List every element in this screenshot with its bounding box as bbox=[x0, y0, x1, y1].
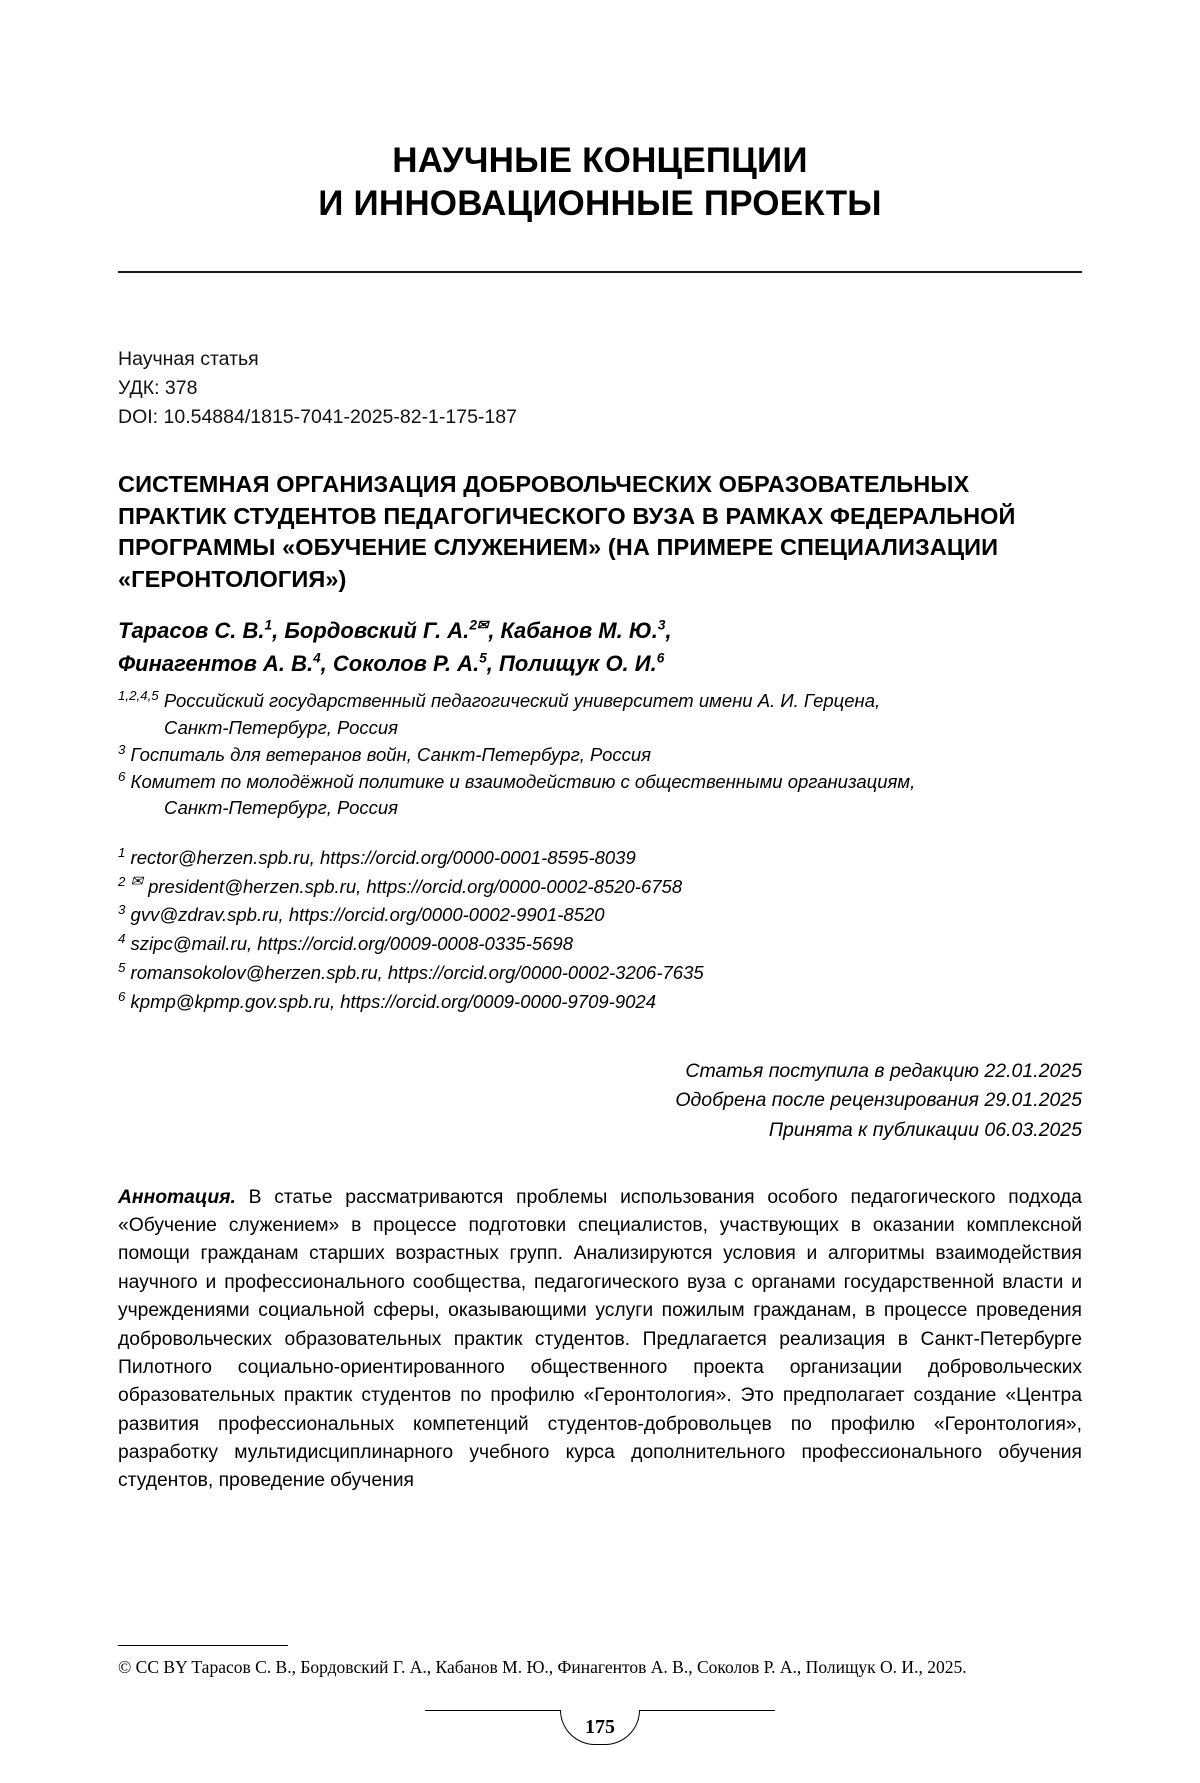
date-received: Статья поступила в редакцию 22.01.2025 bbox=[685, 1059, 1082, 1082]
contact-text[interactable]: szipc@mail.ru, https://orcid.org/0009-0008-0335-5698 bbox=[130, 933, 574, 955]
contact-marker: 5 bbox=[118, 959, 126, 975]
page-footer bbox=[118, 1645, 1082, 1679]
contact-text[interactable]: romansokolov@herzen.spb.ru, https://orcid.org/0000-0002-3206-7635 bbox=[130, 962, 704, 984]
contact-text[interactable]: president@herzen.spb.ru, https://orcid.org/0000-0002-8520-6758 bbox=[148, 875, 683, 897]
date-approved: Одобрена после рецензирования 29.01.2025 bbox=[675, 1089, 1082, 1112]
udk-code: УДК: 378 bbox=[118, 377, 198, 400]
section-heading-line-2: И ИННОВАЦИОННЫЕ ПРОЕКТЫ bbox=[318, 183, 882, 223]
date-accepted: Принята к публикации 06.03.2025 bbox=[768, 1119, 1082, 1142]
heading-divider bbox=[118, 271, 1082, 273]
contact-marker: 6 bbox=[118, 988, 126, 1004]
affiliation-item bbox=[118, 769, 1082, 822]
contact-item bbox=[118, 901, 1082, 930]
section-heading bbox=[118, 140, 1082, 225]
page-number: 175 bbox=[560, 1710, 640, 1745]
contact-marker: 4 bbox=[118, 931, 126, 947]
affiliation-text: Российский государственный педагогический университет имени А. И. Герцена, bbox=[163, 690, 881, 712]
contact-text[interactable]: rector@herzen.spb.ru, https://orcid.org/0000-0001-8595-8039 bbox=[130, 846, 636, 868]
contact-item bbox=[118, 844, 1082, 873]
contact-text[interactable]: kpmp@kpmp.gov.spb.ru, https://orcid.org/0009-0000-9709-9024 bbox=[130, 991, 656, 1012]
section-heading-line-1: НАУЧНЫЕ КОНЦЕПЦИИ bbox=[392, 141, 808, 180]
article-type: Научная статья bbox=[118, 348, 259, 371]
page-number-area bbox=[0, 1710, 1200, 1745]
contact-item bbox=[118, 930, 1082, 959]
contact-marker: 1 bbox=[118, 844, 126, 860]
article-meta bbox=[118, 345, 1082, 431]
publication-dates bbox=[118, 1057, 1082, 1146]
author-line-2: Финагентов А. В.$^4$, Соколов Р. А.$^5$, Полищук О. И.$^6$ bbox=[118, 650, 665, 676]
envelope-icon: ✉ bbox=[130, 873, 143, 890]
author-list bbox=[118, 615, 1082, 680]
contact-item bbox=[118, 988, 1082, 1017]
affiliation-text-cont: Санкт-Петербург, Россия bbox=[164, 716, 399, 738]
doi-code: DOI: 10.54884/1815-7041-2025-82-1-175-187 bbox=[118, 405, 517, 428]
affiliation-item bbox=[118, 742, 1082, 768]
contact-list bbox=[118, 844, 1082, 1017]
contact-item bbox=[118, 873, 1082, 902]
copyright-notice: © CC BY Тарасов С. В., Бордовский Г. А., Кабанов М. Ю., Финагентов А. В., Соколов Р. А., Полищук О. И., 2025. bbox=[118, 1657, 967, 1678]
contact-item bbox=[118, 959, 1082, 988]
page-title: СИСТЕМНАЯ ОРГАНИЗАЦИЯ ДОБРОВОЛЬЧЕСКИХ ОБРАЗОВАТЕЛЬНЫХ ПРАКТИК СТУДЕНТОВ ПЕДАГОГИЧЕСКОГО ВУЗА В РАМКАХ ФЕДЕРАЛЬНОЙ ПРОГРАММЫ «ОБУЧЕНИЕ СЛУЖЕНИЕМ» (НА ПРИМЕРЕ СПЕЦИАЛИЗАЦИИ «ГЕРОНТОЛОГИЯ») bbox=[118, 471, 1016, 592]
contact-text[interactable]: gvv@zdrav.spb.ru, https://orcid.org/0000-0002-9901-8520 bbox=[130, 904, 605, 926]
affiliation-text-cont: Санкт-Петербург, Россия bbox=[164, 797, 399, 819]
contact-marker: 3 bbox=[118, 902, 126, 918]
affiliation-list bbox=[118, 688, 1082, 821]
abstract-text: В статье рассматриваются проблемы использования особого педагогического подхода «Обучение служением» в процессе подготовки специалистов, участвующих в оказании комплексной помощи гражданам старших возрастных групп. Анализируются условия и алгоритмы взаимодействия научного и профессионального сообщества, педагогического вуза с органами государственной власти и учреждениями социальной сферы, оказывающими услуги пожилым гражданам, в процессе проведения добровольческих образовательных практик студентов. Предлагается реализация в Санкт-Петербурге Пилотного социально-ориентированного общественного проекта организации добровольческих образовательных практик студентов по профилю «Геронтология». Это предполагает создание «Центра развития профессиональных компетенций студентов-добровольцев по профилю «Геронтология», разработку мультидисциплинарного учебного курса дополнительного профессионального обучения студентов, проведение обучения bbox=[118, 1186, 1082, 1492]
affiliation-marker: 3 bbox=[118, 741, 126, 757]
contact-marker: 2 bbox=[118, 873, 126, 889]
abstract-section bbox=[118, 1184, 1082, 1496]
abstract-label: Аннотация. bbox=[118, 1186, 236, 1208]
affiliation-marker: 1,2,4,5 bbox=[118, 688, 159, 704]
author-line-1: Тарасов С. В.$^1$, Бордовский Г. А.$^{2✉}$, Кабанов М. Ю.$^3$, bbox=[118, 617, 672, 644]
affiliation-item bbox=[118, 688, 1082, 741]
affiliation-text: Комитет по молодёжной политике и взаимодействию с общественными организациям, bbox=[130, 771, 916, 793]
footer-divider bbox=[118, 1645, 288, 1646]
affiliation-marker: 6 bbox=[118, 769, 126, 785]
affiliation-text: Госпиталь для ветеранов войн, Санкт-Петербург, Россия bbox=[130, 743, 652, 765]
